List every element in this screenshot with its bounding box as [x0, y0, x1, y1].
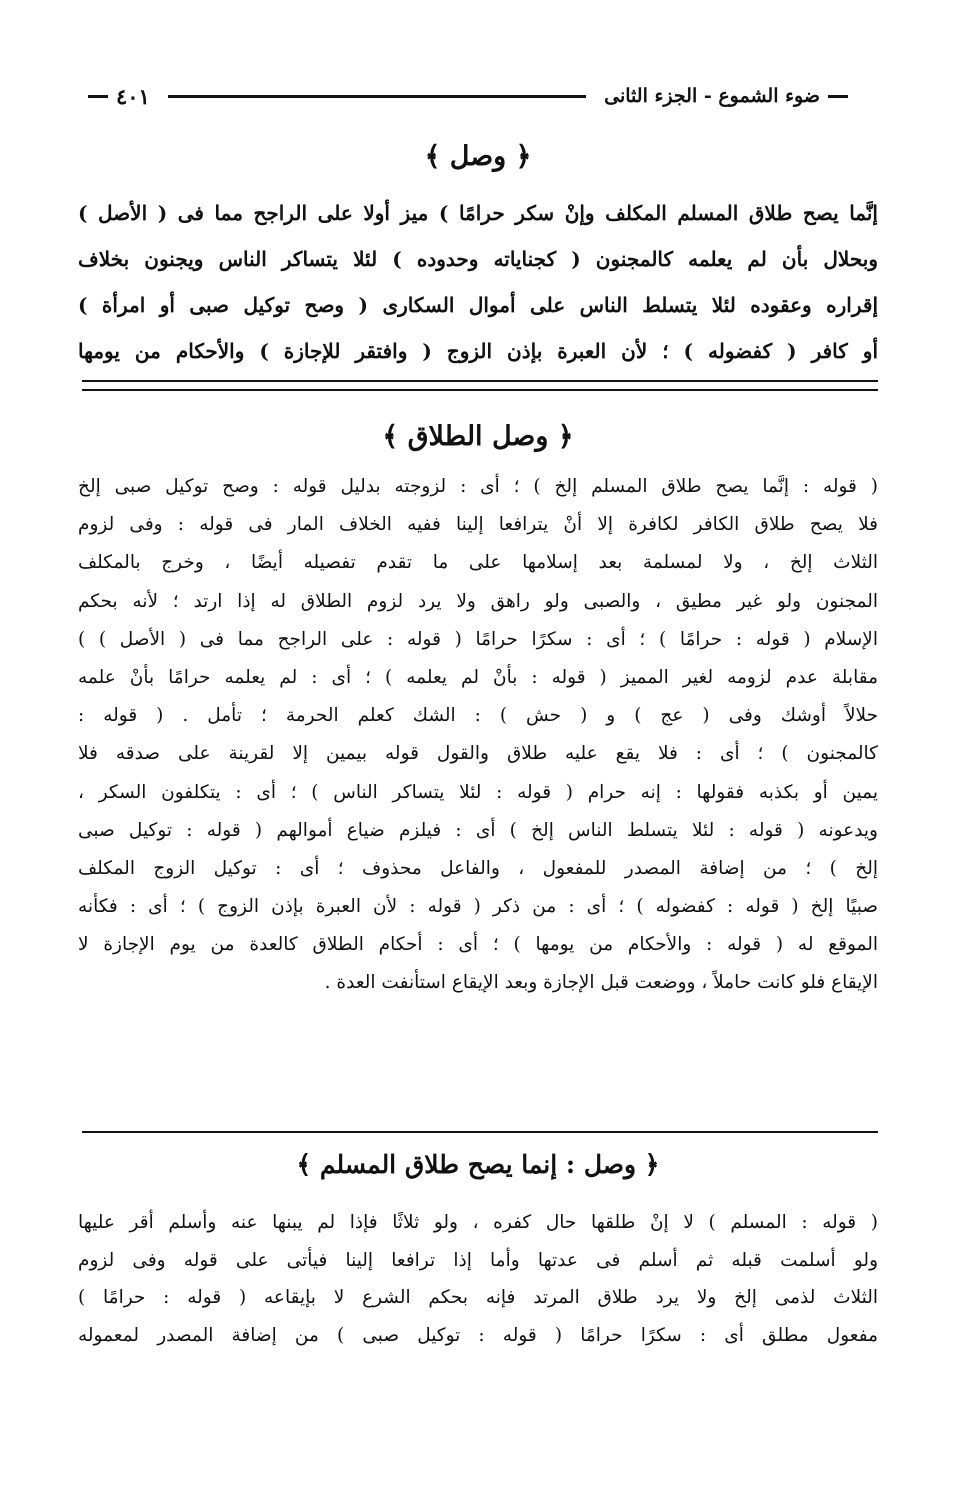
double-rule-top — [82, 380, 878, 382]
page-number: ٤٠١ — [116, 83, 150, 109]
sharh-line: فلا يصح طلاق الكافر لكافرة إلا أنْ يترافعا إلينا ففيه الخلاف المار فى قوله : وفى لزوم — [78, 514, 878, 536]
double-rule-bottom — [82, 389, 878, 391]
sharh-line: المجنون ولو غير مطيق ، والصبى ولو راهق ولا يرد لزوم الطلاق له إذا ارتد ؛ لأنه بحكم — [78, 590, 878, 612]
sharh-line: ولو أسلمت قبله ثم أسلم فى عدتها وأما إذا ترافعا إلينا فيأتى على قوله وفى لزوم — [78, 1249, 878, 1271]
sharh-line: الثلاث إلخ ، ولا لمسلمة بعد إسلامها على ما تقدم تفصيله أيضًا ، وخرج بالمكلف — [78, 552, 878, 574]
sharh-line: حلالاً أوشك وفى ( عج ) و ( حش ) : الشك كعلم الحرمة ؛ تأمل . ( قوله : — [78, 705, 878, 727]
sharh-text-1 — [78, 468, 878, 1003]
sharh-line: الإيقاع فلو كانت حاملاً ، ووضعت قبل الإجازة وبعد الإيقاع استأنفت العدة . — [324, 972, 878, 994]
sharh-line: مقابلة عدم لزومه لغير المميز ( قوله : بأنْ لم يعلمه ) ؛ أى : لم يعلمه حرامًا بأنْ علمه — [78, 666, 878, 688]
matn-line: أو كافر ( كفضوله ) ؛ لأن العبرة بإذن الزوج ( وافتقر للإجازة ) والأحكام من يومها — [78, 339, 878, 363]
sharh-line: مفعول مطلق أى : سكرًا حرامًا ( قوله : توكيل صبى ) من إضافة المصدر لمعموله — [78, 1324, 878, 1346]
header-dash-left — [88, 95, 108, 98]
section-rule — [82, 1131, 878, 1133]
sharh-line: صبيًا إلخ ( قوله : كفضوله ) ؛ أى : من ذكر ( قوله : لأن العبرة بإذن الزوج ) ؛ أى : فكأنه — [78, 896, 878, 918]
header-dash-right — [828, 95, 848, 98]
matn-line: وبحلال بأن لم يعلمه كالمجنون ( كجناياته وحدوده ) لئلا يتساكر الناس ويجنون بخلاف — [78, 247, 878, 271]
sharh-line: كالمجنون ) ؛ أى : فلا يقع عليه طلاق والقول قوله بيمين إلا لقرينة على صدقه فلا — [78, 743, 878, 765]
sharh-line: إلخ ) ؛ من إضافة المصدر للمفعول ، والفاعل محذوف ؛ أى : توكيل الزوج المكلف — [78, 857, 878, 879]
matn-text — [78, 190, 878, 374]
sharh-line: الثلاث لذمى إلخ ولا يرد طلاق المرتد فإنه بحكم الشرع لا بإيقاعه ( قوله : حرامًا ) — [78, 1287, 878, 1308]
sharh-text-2 — [78, 1204, 878, 1354]
header-title: ضوء الشموع - الجزء الثانى — [604, 85, 820, 107]
sharh-heading-2: ﴿ وصل : إنما يصح طلاق المسلم ﴾ — [296, 1150, 660, 1179]
running-header — [88, 76, 848, 116]
header-rule — [168, 95, 586, 98]
sharh-line: يمين أو بكذبه فقولها : إنه حرام ( قوله : لئلا يتساكر الناس ) ؛ أى : يتكلفون السكر ، — [78, 781, 878, 803]
sharh-line: الإسلام ( قوله : حرامًا ) ؛ أى : سكرًا حرامًا ( قوله : على الراجح مما فى ( الأصل ) ) — [78, 628, 878, 650]
sharh-line: ( قوله : إنَّما يصح طلاق المسلم إلخ ) ؛ أى : لزوجته بدليل قوله : وصح توكيل صبى إلخ — [78, 476, 878, 497]
matn-heading: ﴿ وصل ﴾ — [424, 141, 532, 172]
sharh-heading-1: ﴿ وصل الطلاق ﴾ — [382, 421, 574, 452]
matn-line: إقراره وعقوده لئلا يتسلط الناس على أموال السكارى ( وصح توكيل صبى أو امرأة ) — [78, 293, 878, 317]
sharh-line: ( قوله : المسلم ) لا إنْ طلقها حال كفره ، ولو ثلاثًا فإذا لم يبنها عنه وأسلم أقر عليها — [78, 1212, 878, 1233]
sharh-line: ويدعونه ( قوله : لئلا يتسلط الناس إلخ ) أى : فيلزم ضياع أموالهم ( قوله : توكيل صبى — [78, 819, 878, 841]
sharh-line: الموقع له ( قوله : والأحكام من يومها ) ؛ أى : أحكام الطلاق كالعدة من يوم الإجازة لا — [78, 934, 878, 956]
matn-line: إنَّما يصح طلاق المسلم المكلف وإنْ سكر حرامًا ) ميز أولا على الراجح مما فى ( الأصل ) — [78, 201, 878, 225]
